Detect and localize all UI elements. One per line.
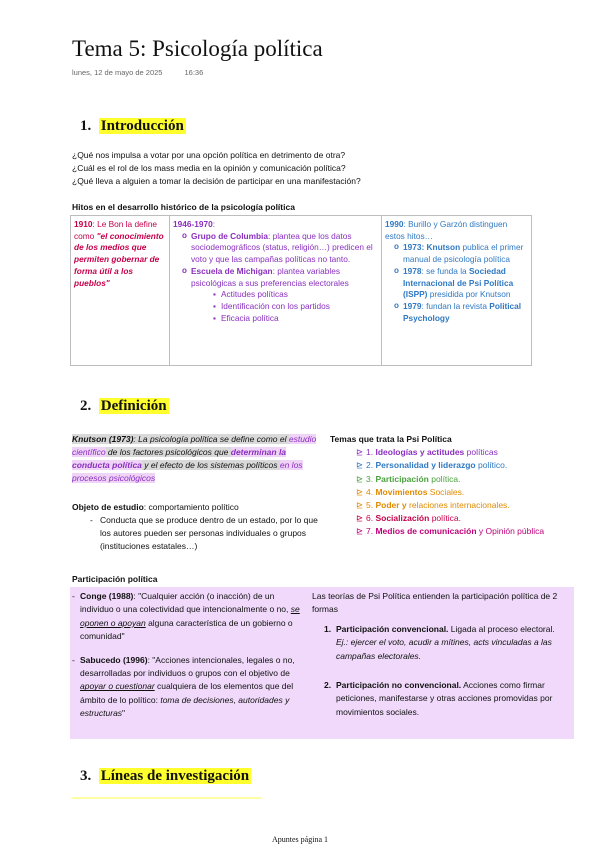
hitos-cell-1946: 1946-1970: o Grupo de Columbia: plantea que los datos sociodemográficos (status, religión…) predicen el voto y que las campañas políticas no tanto. o Escuela de Michigan: plantea variables psicológicas a sus preferencias electorales ▪ Actitudes políticas ▪ Identificación con los partidos ▪ Eficacia política: [170, 216, 382, 366]
divider: [72, 797, 262, 799]
hitos-cell-1910: 1910: Le Bon la define como "el conocimiento de los medios que permiten gobernar de forma útil a los pueblos": [71, 216, 170, 366]
list-item: 2. Participación no convencional. Acciones como firmar peticiones, manifestarse y otras acciones promovidas por movimientos sociales.: [324, 680, 553, 717]
list-item: ▪ Eficacia política: [221, 313, 378, 325]
tema-item: ⊵ 2. Personalidad y liderazgo político.: [356, 460, 508, 471]
tema-item: ⊵ 4. Movimientos Sociales.: [356, 486, 465, 497]
conge-definition: - Conge (1988): "Cualquier acción (o inacción) de un individuo o una colectividad que intencionalmente o no, se oponen o apoyan alguna característica de un gobierno o comunidad": [72, 591, 300, 642]
hitos-cell-1990: 1990: Burillo y Garzón distinguen estos hitos… o 1973: Knutson publica el primer manual de psicología política o 1978: se funda la Sociedad Internacional de Psi Política (ISPP) presidida por Knutson o 1979: fundan la revista Political Psychology: [382, 216, 532, 366]
intro-questions: [72, 149, 361, 188]
list-item: ▪ Identificación con los partidos: [221, 301, 378, 313]
question: ¿Qué nos impulsa a votar por una opción política en detrimento de otra?: [72, 150, 346, 160]
tema-item: ⊵ 6. Socialización política.: [356, 513, 461, 524]
page-footer: Apuntes página 1: [272, 835, 328, 844]
tema-item: ⊵ 5. Poder y relaciones internacionales.: [356, 500, 510, 511]
list-item: 1. Participación convencional. Ligada al proceso electoral. Ej.: ejercer el voto, acudir a mítines, acts vinculadas a las campañas electorales.: [324, 623, 555, 661]
list-item: ▪ Actitudes políticas: [221, 289, 378, 301]
hitos-table: [70, 215, 532, 366]
page-time: 16:36: [184, 68, 204, 77]
page-date: lunes, 12 de mayo de 2025: [72, 68, 163, 77]
list-item: o Grupo de Columbia: plantea que los datos sociodemográficos (status, religión…) predicen el voto y que las campañas políticas no tanto.: [191, 231, 378, 266]
list-item: - Conducta que se produce dentro de un estado, por lo que los autores pueden ser personas individuales o grupos (instituciones estatales…): [90, 515, 318, 551]
participacion-heading: Participación política: [72, 574, 158, 584]
participacion-definiciones: [72, 590, 302, 721]
section-heading-intro: 1. Introducción: [80, 118, 184, 134]
list-item: o 1978: se funda la Sociedad Internacional de Psi Política (ISPP) presidida por Knutson: [403, 266, 528, 301]
section-heading-def: 2. Definición: [80, 398, 167, 414]
page-title: Tema 5: Psicología política: [72, 36, 323, 61]
question: ¿Qué lleva a alguien a tomar la decisión de participar en una manifestación?: [72, 176, 361, 186]
tema-item: ⊵ 3. Participación política.: [356, 473, 461, 484]
objeto-estudio: Objeto de estudio: comportamiento político - Conducta que se produce dentro de un estado, por lo que los autores pueden ser personas individuales o grupos (instituciones estatales…): [72, 501, 322, 553]
list-item: o 1973: Knutson publica el primer manual de psicología política: [403, 242, 528, 265]
section-heading-lineas: 3. Líneas de investigación: [80, 768, 250, 784]
list-item: o Escuela de Michigan: plantea variables psicológicas a sus preferencias electorales: [191, 266, 378, 289]
question: ¿Cuál es el rol de los mass media en la opinión y comunicación política?: [72, 163, 346, 173]
teorias-block: Las teorías de Psi Política entienden la participación política de 2 formas 1. Participación convencional. Ligada al proceso electoral. Ej.: ejercer el voto, acudir a mítines, acts vinculadas a las campañas electorales. 2. Participación no convencional. Acciones como firmar peticiones, manifestarse y otras acciones promovidas por movimientos sociales.: [312, 590, 562, 719]
list-item: o 1979: fundan la revista Political Psychology: [403, 301, 528, 324]
sabucedo-definition: - Sabucedo (1996): "Acciones intencionales, legales o no, desarrolladas por individuos o grupos con el objetivo de apoyar o cuestionar cualquiera de los elementos que del ámbito de lo político: toma de decisiones, autoridades y estructuras": [72, 654, 295, 719]
tema-item: ⊵ 1. Ideologías y actitudes políticas: [356, 447, 498, 458]
temas-block: Temas que trata la Psi Política ⊵ 1. Ideologías y actitudes políticas ⊵ 2. Personalidad y liderazgo político. ⊵ 3. Participación política. ⊵ 4. Movimientos Sociales. ⊵ 5. Poder y relaciones internacionales. ⊵ 6. Socialización política. ⊵ 7. Medios de comunicación y Opinión pública: [330, 433, 560, 539]
hitos-heading: Hitos en el desarrollo histórico de la psicología política: [72, 202, 295, 212]
page-meta: [72, 68, 225, 77]
tema-item: ⊵ 7. Medios de comunicación y Opinión pública: [356, 526, 545, 537]
definition-text: Knutson (1973): La psicología política se define como el estudio científico de los factores psicológicos que determinan la conducta política y el efecto de los sistemas políticos en los procesos psicológicos: [72, 434, 317, 483]
